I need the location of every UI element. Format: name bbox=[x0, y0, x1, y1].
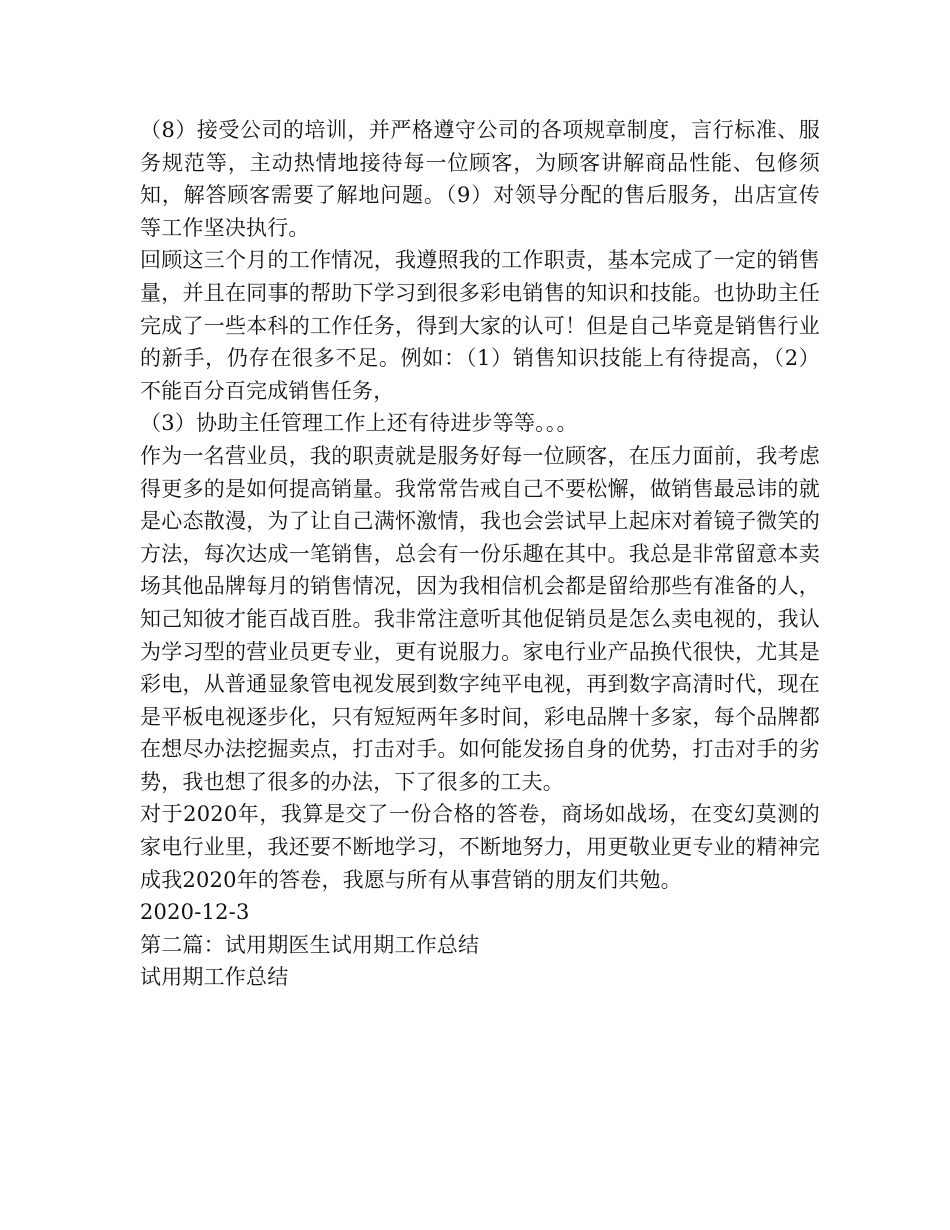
paragraph-year-summary: 对于2020年，我算是交了一份合格的答卷，商场如战场，在变幻莫测的家电行业里，我还要不断地学习，不断地努力，用更敬业更专业的精神完成我2020年的答卷，我愿与所有从事营销的朋友们共勉。 bbox=[140, 802, 820, 892]
paragraph-three-month-review: 回顾这三个月的工作情况，我遵照我的工作职责，基本完成了一定的销售量，并且在同事的帮助下学习到很多彩电销售的知识和技能。也协助主任完成了一些本科的工作任务，得到大家的认可！但是自己毕竟是销售行业的新手，仍存在很多不足。例如：（1）销售知识技能上有待提高，（2）不能百分百完成销售任务， bbox=[140, 248, 820, 403]
paragraph-shortcomings: （3）协助主任管理工作上还有待进步等等。。。 bbox=[140, 411, 578, 436]
section-heading: 第二篇：试用期医生试用期工作总结 bbox=[140, 932, 480, 957]
document-date: 2020-12-3 bbox=[140, 900, 250, 925]
paragraph-salesperson-duty: 作为一名营业员，我的职责就是服务好每一位顾客，在压力面前，我考虑得更多的是如何提高销量。我常常告戒自己不要松懈，做销售最忌讳的就是心态散漫，为了让自己满怀激情，我也会尝试早上起床对着镜子微笑的方法，每次达成一笔销售，总会有一份乐趣在其中。我总是非常留意本卖场其他品牌每月的销售情况，因为我相信机会都是留给那些有准备的人，知己知彼才能百战百胜。我非常注意听其他促销员是怎么卖电视的，我认为学习型的营业员更专业，更有说服力。家电行业产品换代很快，尤其是彩电，从普通显象管电视发展到数字纯平电视，再到数字高清时代，现在是平板电视逐步化，只有短短两年多时间，彩电品牌十多家，每个品牌都在想尽办法挖掘卖点，打击对手。如何能发扬自身的优势，打击对手的劣势，我也想了很多的办法，下了很多的工夫。 bbox=[140, 443, 820, 794]
document-page bbox=[140, 114, 820, 994]
paragraph-training-duties: （8）接受公司的培训，并严格遵守公司的各项规章制度，言行标准、服务规范等，主动热情地接待每一位顾客，为顾客讲解商品性能、包修须知，解答顾客需要了解地问题。（9）对领导分配的售后服务，出店宣传等工作坚决执行。 bbox=[140, 118, 820, 240]
subheading: 试用期工作总结 bbox=[140, 965, 289, 990]
